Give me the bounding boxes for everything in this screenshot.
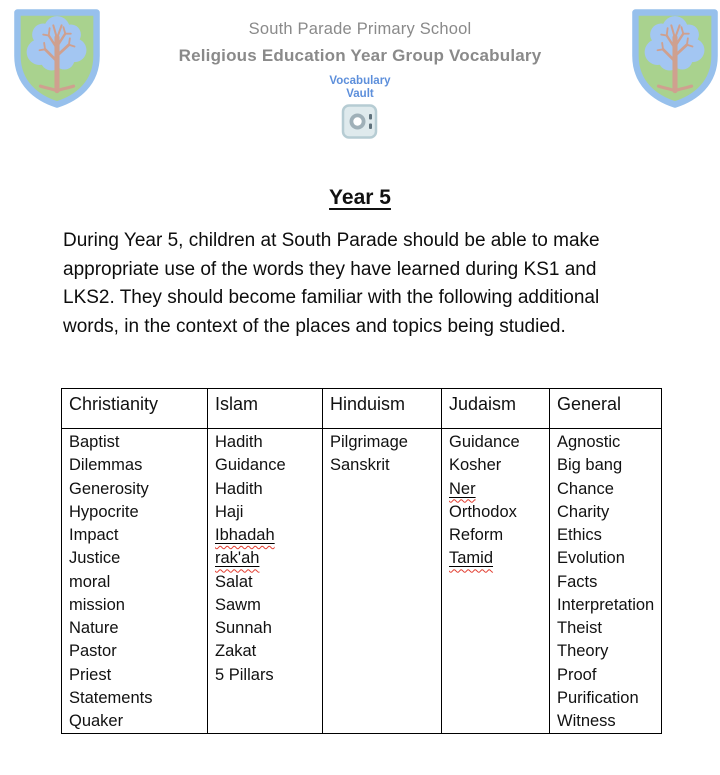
- vocab-word: Tamid: [449, 549, 494, 568]
- school-crest-left: [11, 7, 103, 110]
- column-words-islam: [208, 429, 323, 734]
- column-header-judaism: Judaism: [442, 389, 550, 429]
- vocab-word: Hypocrite: [69, 502, 139, 521]
- vocab-word: Nature: [69, 619, 119, 637]
- vocab-word: Theist: [557, 619, 602, 637]
- intro-line: words, in the context of the places and topics being studied.: [63, 315, 566, 337]
- vocab-word: Facts: [557, 572, 598, 591]
- vocab-word: Purification: [557, 688, 639, 707]
- vocab-word: Salat: [215, 572, 253, 591]
- vocab-word: Zakat: [215, 642, 257, 661]
- vocab-word: Kosher: [449, 456, 502, 475]
- vocab-word: Hadith: [215, 479, 263, 498]
- intro-paragraph: [63, 227, 600, 341]
- column-words-hinduism: [323, 429, 442, 734]
- vocab-word: Generosity: [69, 479, 149, 498]
- column-words-christianity: [62, 429, 208, 734]
- column-header-general: General: [550, 389, 662, 429]
- vocab-word: Theory: [557, 642, 609, 661]
- vocab-word: Interpretation: [557, 595, 655, 614]
- vocab-word: Big bang: [557, 456, 623, 475]
- vocab-word: Proof: [557, 665, 597, 684]
- vocab-word: Guidance: [449, 433, 520, 451]
- vocab-word: Pilgrimage: [330, 433, 408, 451]
- vocab-word: 5 Pillars: [215, 665, 274, 684]
- vocab-word: Evolution: [557, 549, 625, 568]
- vocab-word: Sunnah: [215, 619, 272, 637]
- vocab-table-header-row: [62, 389, 662, 429]
- vocab-word: Ibhadah: [215, 526, 275, 544]
- vocab-word: Baptist: [69, 433, 120, 451]
- vocab-word: Hadith: [215, 433, 263, 451]
- vault-safe-icon: [341, 104, 379, 140]
- vocab-word: Guidance: [215, 456, 286, 475]
- intro-line: appropriate use of the words they have learned during KS1 and: [63, 258, 597, 280]
- vocab-word: Dilemmas: [69, 456, 143, 475]
- vocab-word: Justice: [69, 549, 121, 568]
- intro-line: During Year 5, children at South Parade should be able to make: [63, 230, 600, 251]
- vocab-word: Ethics: [557, 526, 602, 544]
- vocab-word: Impact: [69, 526, 119, 544]
- vocab-word: Witness: [557, 712, 616, 730]
- column-header-christianity: Christianity: [62, 389, 208, 429]
- vocab-word: Pastor: [69, 642, 117, 661]
- vocab-word: Haji: [215, 502, 244, 521]
- vocab-word: Orthodox: [449, 502, 517, 521]
- document-subtitle: Religious Education Year Group Vocabulary: [178, 46, 542, 65]
- vocab-word: moral: [69, 572, 111, 591]
- vocab-table-body-row: [62, 429, 662, 734]
- vocab-word: Sanskrit: [330, 456, 390, 475]
- vocab-word: Chance: [557, 479, 614, 498]
- vocab-word: Quaker: [69, 712, 124, 730]
- vocab-word: Reform: [449, 526, 504, 544]
- vocab-word: mission: [69, 595, 125, 614]
- school-name: South Parade Primary School: [248, 20, 472, 38]
- vocab-word: Priest: [69, 665, 112, 684]
- intro-line: LKS2. They should become familiar with the following additional: [63, 287, 600, 309]
- vocab-word: Charity: [557, 502, 610, 521]
- vocab-word: Agnostic: [557, 433, 621, 451]
- vocabulary-vault-line2: Vault: [346, 88, 374, 100]
- column-words-judaism: [442, 429, 550, 734]
- vocab-word: Statements: [69, 688, 153, 707]
- year-heading: Year 5: [329, 186, 391, 209]
- column-header-islam: Islam: [208, 389, 323, 429]
- column-words-general: [550, 429, 662, 734]
- vocab-word: rak'ah: [215, 549, 260, 568]
- document-header: [120, 20, 600, 145]
- vocabulary-vault-logo-text: [120, 75, 600, 101]
- vocabulary-vault-line1: Vocabulary: [329, 75, 391, 87]
- vocab-table: [61, 388, 662, 734]
- vocab-word: Ner: [449, 479, 476, 498]
- vocab-word: Sawm: [215, 595, 261, 614]
- school-crest-right: [629, 7, 720, 110]
- column-header-hinduism: Hinduism: [323, 389, 442, 429]
